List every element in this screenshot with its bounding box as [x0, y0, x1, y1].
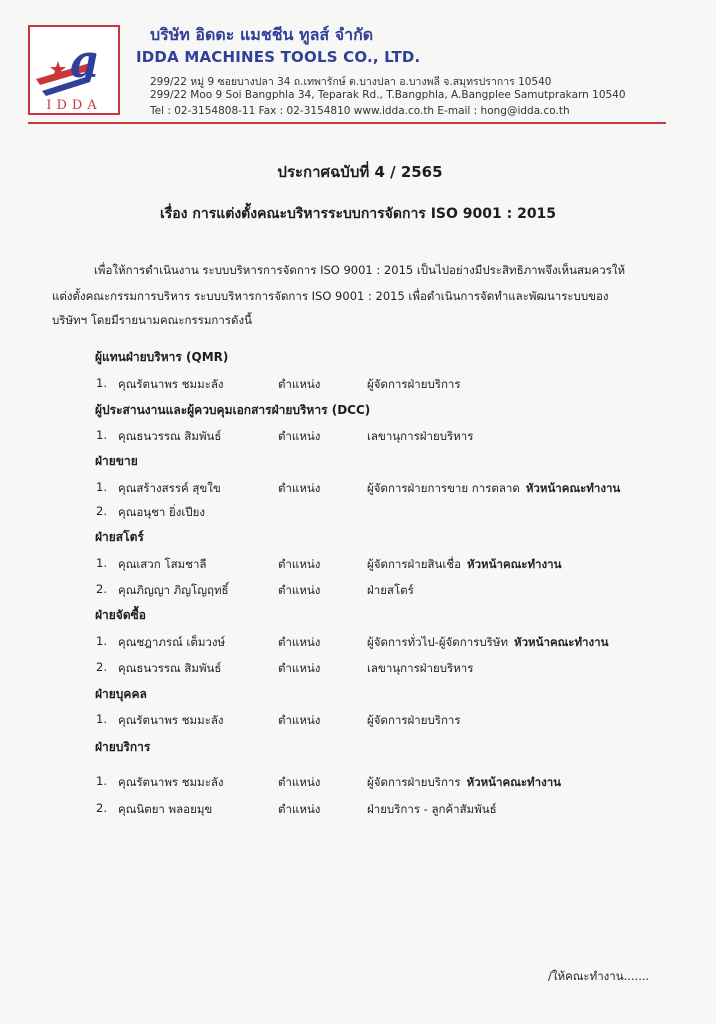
position-label: ตำแหน่ง — [278, 713, 321, 727]
member-role: ผู้จัดการทั่วไป-ผู้จัดการบริษัท หัวหน้าคณะทำงาน — [367, 635, 609, 649]
section-heading: ผู้ประสานงานและผู้ควบคุมเอกสารฝ่ายบริหาร (DCC) — [95, 403, 371, 417]
address-english: 299/22 Moo 9 Soi Bangphla 34, Teparak Rd., T.Bangphla, A.Bangplee Samutprakarn 10540 — [150, 89, 626, 101]
member-name: คุณภิญญา ภิญโญฤทธิ์ — [118, 583, 229, 597]
member-name: คุณรัตนาพร ชมมะลัง — [118, 775, 224, 789]
section-heading: ผู้แทนฝ่ายบริหาร (QMR) — [95, 350, 229, 364]
member-name: คุณรัตนาพร ชมมะลัง — [118, 377, 224, 391]
member-name: คุณธนวรรณ สิมพันธ์ — [118, 429, 222, 443]
paragraph-line: เพื่อให้การดำเนินงาน ระบบบริหารการจัดการ ISO 9001 : 2015 เป็นไปอย่างมีประสิทธิภาพจึงเห็นสมควรให้ — [94, 263, 626, 277]
member-number: 1. — [96, 428, 107, 442]
member-number: 1. — [96, 634, 107, 648]
company-logo — [28, 25, 120, 115]
member-name: คุณอนุชา ยิ่งเปียง — [118, 505, 205, 519]
company-name-english: IDDA MACHINES TOOLS CO., LTD. — [136, 48, 421, 66]
position-label: ตำแหน่ง — [278, 775, 321, 789]
logo-letter: a — [70, 34, 100, 88]
member-role: ผู้จัดการฝ่ายการขาย การตลาด หัวหน้าคณะทำงาน — [367, 481, 621, 495]
member-role: ฝ่ายสโตร์ — [367, 583, 414, 597]
member-number: 1. — [96, 774, 107, 788]
member-name: คุณธนวรรณ สิมพันธ์ — [118, 661, 222, 675]
position-label: ตำแหน่ง — [278, 481, 321, 495]
member-role: เลขานุการฝ่ายบริหาร — [367, 429, 474, 443]
section-heading: ฝ่ายสโตร์ — [95, 530, 144, 544]
member-role: ผู้จัดการฝ่ายบริการ หัวหน้าคณะทำงาน — [367, 775, 562, 789]
team-lead-label: หัวหน้าคณะทำงาน — [467, 557, 562, 571]
logo-mark-icon — [30, 27, 118, 113]
position-label: ตำแหน่ง — [278, 557, 321, 571]
member-name: คุณรัตนาพร ชมมะลัง — [118, 713, 224, 727]
member-role — [367, 504, 373, 518]
paragraph-line: แต่งตั้งคณะกรรมการบริหาร ระบบบริหารการจัดการ ISO 9001 : 2015 เพื่อดำเนินการจัดทำและพัฒนาระบบของ — [52, 289, 609, 303]
member-role: ผู้จัดการฝ่ายบริการ — [367, 377, 461, 391]
member-number: 1. — [96, 712, 107, 726]
section-heading: ฝ่ายจัดซื้อ — [95, 608, 146, 622]
section-heading: ฝ่ายบริการ — [95, 740, 151, 754]
team-lead-label: หัวหน้าคณะทำงาน — [514, 635, 609, 649]
logo-text: IDDA — [46, 98, 102, 113]
section-heading: ฝ่ายขาย — [95, 454, 138, 468]
continuation-note: /ให้คณะทำงาน....... — [548, 969, 650, 983]
member-name: คุณสร้างสรรค์ สุขใข — [118, 481, 221, 495]
member-name: คุณชฎาภรณ์ เต็มวงษ์ — [118, 635, 226, 649]
position-label: ตำแหน่ง — [278, 635, 321, 649]
member-number: 2. — [96, 801, 107, 815]
announcement-title: ประกาศฉบับที่ 4 / 2565 — [277, 163, 443, 181]
member-number: 1. — [96, 556, 107, 570]
member-role: เลขานุการฝ่ายบริหาร — [367, 661, 474, 675]
team-lead-label: หัวหน้าคณะทำงาน — [525, 481, 621, 495]
position-label: ตำแหน่ง — [278, 802, 321, 816]
member-number: 2. — [96, 504, 107, 518]
position-label: ตำแหน่ง — [278, 583, 321, 597]
member-number: 1. — [96, 376, 107, 390]
paragraph-line: บริษัทฯ โดยมีรายนามคณะกรรมการดังนี้ — [52, 313, 252, 327]
announcement-subject: เรื่อง การแต่งตั้งคณะบริหารระบบการจัดการ ISO 9001 : 2015 — [159, 206, 557, 222]
member-number: 2. — [96, 660, 107, 674]
member-role: ผู้จัดการฝ่ายบริการ — [367, 713, 461, 727]
member-name: คุณเสวก โสมชาลี — [118, 557, 207, 571]
section-heading: ฝ่ายบุคคล — [95, 687, 147, 701]
member-role: ฝ่ายบริการ - ลูกค้าสัมพันธ์ — [367, 802, 497, 816]
member-number: 1. — [96, 480, 107, 494]
company-name-thai: บริษัท อิดดะ แมชชีน ทูลส์ จำกัด — [150, 25, 374, 44]
member-role: ผู้จัดการฝ่ายสินเชื่อ หัวหน้าคณะทำงาน — [367, 557, 562, 571]
position-label: ตำแหน่ง — [278, 661, 321, 675]
team-lead-label: หัวหน้าคณะทำงาน — [466, 775, 562, 789]
position-label: ตำแหน่ง — [278, 377, 321, 391]
member-name: คุณนิตยา พลอยมุข — [118, 802, 213, 816]
member-number: 2. — [96, 582, 107, 596]
letterhead-divider — [28, 122, 666, 124]
address-thai: 299/22 หมู่ 9 ซอยบางปลา 34 ถ.เทพารักษ์ ต.บางปลา อ.บางพลี จ.สมุทรปราการ 10540 — [150, 76, 552, 88]
contact-line: Tel : 02-3154808-11 Fax : 02-3154810 www.idda.co.th E-mail : hong@idda.co.th — [150, 105, 570, 117]
position-label: ตำแหน่ง — [278, 429, 321, 443]
